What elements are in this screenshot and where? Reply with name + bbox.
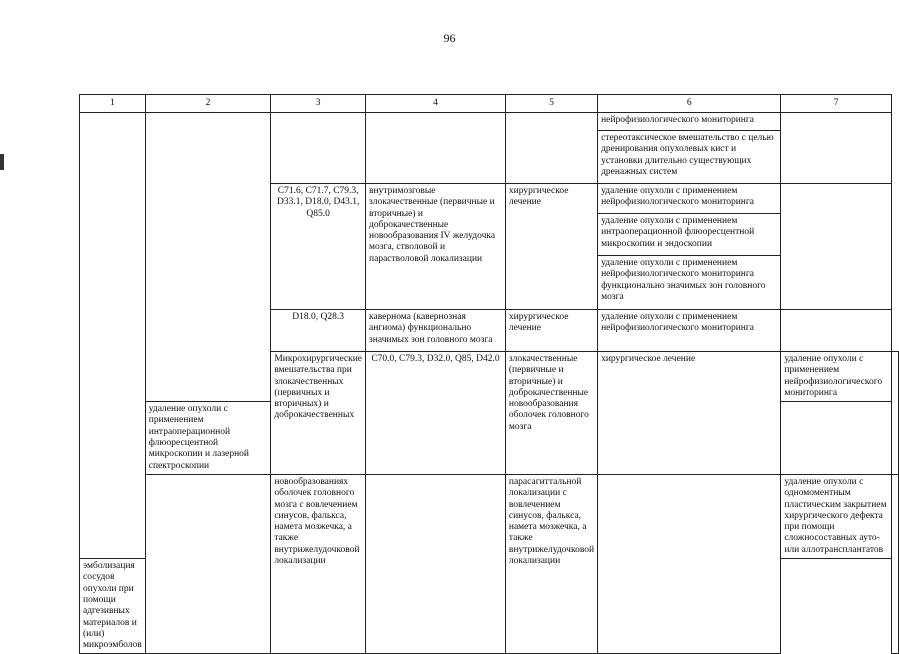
diagnosis-cell: злокачественные (первичные и вторичные) и доброкачественные новообразования оболочек головного мозга <box>505 352 597 475</box>
table-row <box>80 113 899 131</box>
icd-codes-cell <box>366 474 506 653</box>
header-col-1: 1 <box>80 95 146 113</box>
header-col-6: 6 <box>598 95 781 113</box>
method-cell: нейрофизиологического мониторинга <box>598 113 781 131</box>
col2-cell <box>145 113 271 402</box>
col7-cell <box>781 113 892 184</box>
medical-care-table <box>79 94 899 654</box>
header-col-5: 5 <box>505 95 597 113</box>
diagnosis-cell: парасагиттальной локализации с вовлечением синусов, фалькса, намета мозжечка, а также внутрижелудочковой локализации <box>505 474 597 653</box>
table-header-row <box>80 95 899 113</box>
col1-cell <box>145 474 271 653</box>
method-cell: удаление опухоли с применением интраоперационной флюоресцентной микроскопии и эндоскопии <box>598 214 781 256</box>
table-row <box>80 474 899 558</box>
col7-cell <box>892 352 899 475</box>
method-cell: удаление опухоли с одномоментным пластическим закрытием хирургического дефекта при помощи сложносоставных ауто- или аллотрансплантатов <box>781 474 892 558</box>
treatment-cell: хирургическое лечение <box>598 352 781 475</box>
diagnosis-cell: внутримозговые злокачественные (первичные и вторичные) и доброкачественные новообразования IV желудочка мозга, стволовой и парастволовой локализации <box>366 184 506 310</box>
icd-codes-cell: C71.6, C71.7, C79.3, D33.1, D18.0, D43.1, Q85.0 <box>271 184 366 310</box>
col5-cell <box>505 113 597 184</box>
scan-artifact-mark <box>0 154 4 170</box>
method-cell: удаление опухоли с применением нейрофизиологического мониторинга <box>598 310 781 352</box>
header-col-3: 3 <box>271 95 366 113</box>
col4-cell <box>366 113 506 184</box>
icd-codes-cell: D18.0, Q28.3 <box>271 310 366 352</box>
treatment-cell: хирургическое лечение <box>505 310 597 352</box>
header-col-4: 4 <box>366 95 506 113</box>
method-cell: стереотаксическое вмешательство с целью дренирования опухолевых кист и установки длительно существующих дренажных систем <box>598 131 781 184</box>
col7-cell <box>781 310 892 352</box>
method-cell: удаление опухоли с применением интраоперационной флюоресцентной микроскопии и лазерной спектроскопии <box>145 402 271 475</box>
header-col-7: 7 <box>781 95 892 113</box>
icd-codes-cell: C70.0, C79.3, D32.0, Q85, D42.0 <box>366 352 506 475</box>
col7-cell <box>781 184 892 310</box>
col3-cell <box>271 113 366 184</box>
page-number: 96 <box>443 31 456 45</box>
header-col-2: 2 <box>145 95 271 113</box>
method-cell: удаление опухоли с применением нейрофизиологического мониторинга <box>781 352 892 402</box>
intervention-name-cell: Микрохирургические вмешательства при злокачественных (первичных и вторичных) и доброкачественных <box>271 352 366 475</box>
method-cell: эмболизация сосудов опухоли при помощи адгезивных материалов и (или) микроэмболов <box>80 559 146 654</box>
method-cell: удаление опухоли с применением нейрофизиологического мониторинга <box>598 184 781 214</box>
col7-cell <box>892 474 899 653</box>
diagnosis-cell: кавернома (кавернозная ангиома) функционально значимых зон головного мозга <box>366 310 506 352</box>
col1-cell <box>80 113 146 559</box>
treatment-cell <box>598 474 781 653</box>
intervention-name-cell: новообразованиях оболочек головного мозга с вовлечением синусов, фалькса, намета мозжечка, а также внутрижелудочковой локализации <box>271 474 366 653</box>
treatment-cell: хирургическое лечение <box>505 184 597 310</box>
method-cell: удаление опухоли с применением нейрофизиологического мониторинга функционально значимых зон головного мозга <box>598 256 781 310</box>
